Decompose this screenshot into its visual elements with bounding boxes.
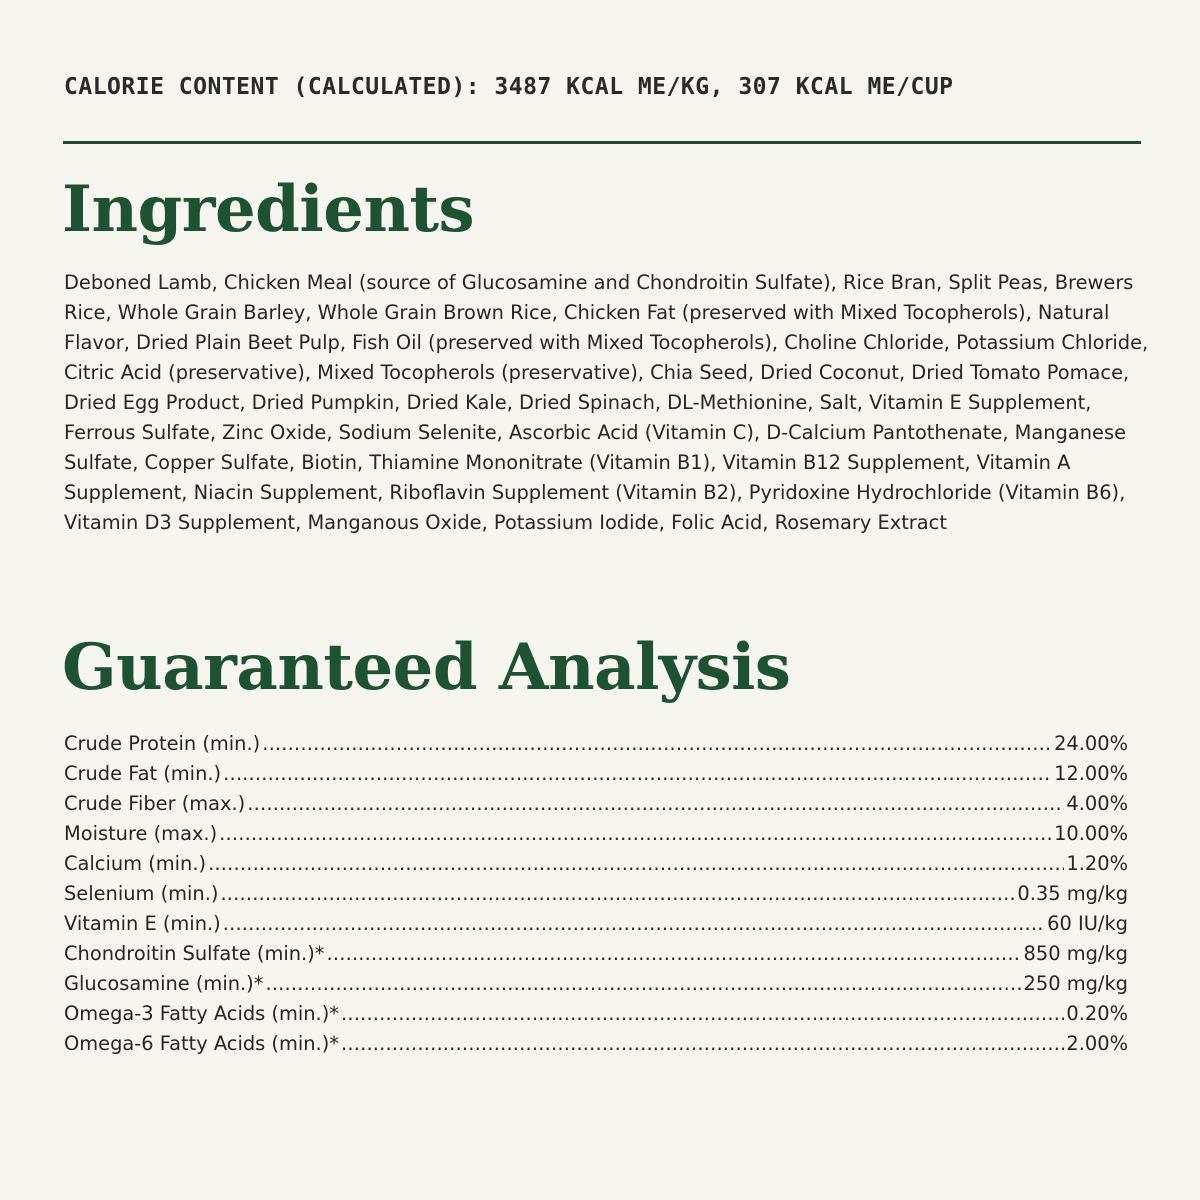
analysis-value: 10.00% xyxy=(1054,822,1128,845)
analysis-label: Chondroitin Sulfate (min.)* xyxy=(64,942,325,965)
dot-leader xyxy=(219,819,1052,849)
dot-leader xyxy=(265,969,1021,999)
dot-leader xyxy=(341,1029,1064,1059)
dot-leader xyxy=(262,729,1052,759)
analysis-row xyxy=(64,909,1128,939)
dot-leader xyxy=(326,939,1021,969)
analysis-value: 0.20% xyxy=(1066,1002,1128,1025)
calorie-content: CALORIE CONTENT (CALCULATED): 3487 KCAL ME/KG, 307 KCAL ME/CUP xyxy=(64,74,954,100)
analysis-value: 2.00% xyxy=(1066,1032,1128,1055)
ingredients-heading: Ingredients xyxy=(62,172,475,247)
analysis-value: 250 mg/kg xyxy=(1023,972,1128,995)
analysis-row xyxy=(64,789,1128,819)
dot-leader xyxy=(220,879,1015,909)
analysis-row xyxy=(64,819,1128,849)
analysis-value: 850 mg/kg xyxy=(1023,942,1128,965)
guaranteed-analysis-heading: Guaranteed Analysis xyxy=(62,630,791,705)
dot-leader xyxy=(341,999,1064,1029)
analysis-label: Glucosamine (min.)* xyxy=(64,972,264,995)
analysis-label: Selenium (min.) xyxy=(64,882,219,905)
analysis-row xyxy=(64,849,1128,879)
analysis-value: 1.20% xyxy=(1066,852,1128,875)
dot-leader xyxy=(247,789,1064,819)
analysis-row xyxy=(64,729,1128,759)
analysis-label: Vitamin E (min.) xyxy=(64,912,221,935)
analysis-value: 4.00% xyxy=(1066,792,1128,815)
analysis-value: 12.00% xyxy=(1054,762,1128,785)
analysis-label: Calcium (min.) xyxy=(64,852,207,875)
analysis-label: Omega-3 Fatty Acids (min.)* xyxy=(64,1002,339,1025)
analysis-label: Moisture (max.) xyxy=(64,822,218,845)
ingredients-list: Deboned Lamb, Chicken Meal (source of Glucosamine and Chondroitin Sulfate), Rice Bran, Split Peas, Brewers Rice, Whole Grain Barley, Whole Grain Brown Rice, Chicken Fat (preserved with Mixed Tocopherols), Natural Flavor, Dried Plain Beet Pulp, Fish Oil (preserved with Mixed Tocopherols), Choline Chloride, Potassium Chloride, Citric Acid (preservative), Mixed Tocopherols (preservative), Chia Seed, Dried Coconut, Dried Tomato Pomace, Dried Egg Product, Dried Pumpkin, Dried Kale, Dried Spinach, DL-Methionine, Salt, Vitamin E Supplement, Ferrous Sulfate, Zinc Oxide, Sodium Selenite, Ascorbic Acid (Vitamin C), D-Calcium Pantothenate, Manganese Sulfate, Copper Sulfate, Biotin, Thiamine Mononitrate (Vitamin B1), Vitamin B12 Supplement, Vitamin A Supplement, Niacin Supplement, Riboflavin Supplement (Vitamin B2), Pyridoxine Hydrochloride (Vitamin B6), Vitamin D3 Supplement, Manganous Oxide, Potassium Iodide, Folic Acid, Rosemary Extract xyxy=(64,271,1149,534)
analysis-label: Crude Protein (min.) xyxy=(64,732,261,755)
analysis-row xyxy=(64,939,1128,969)
guaranteed-analysis-table xyxy=(64,729,1128,1059)
dot-leader xyxy=(223,759,1052,789)
dot-leader xyxy=(223,909,1045,939)
analysis-row xyxy=(64,999,1128,1029)
analysis-label: Crude Fiber (max.) xyxy=(64,792,246,815)
analysis-row xyxy=(64,879,1128,909)
analysis-value: 0.35 mg/kg xyxy=(1017,882,1128,905)
analysis-row xyxy=(64,969,1128,999)
analysis-row xyxy=(64,759,1128,789)
analysis-value: 24.00% xyxy=(1054,732,1128,755)
analysis-label: Omega-6 Fatty Acids (min.)* xyxy=(64,1032,339,1055)
divider-rule xyxy=(63,141,1141,144)
analysis-label: Crude Fat (min.) xyxy=(64,762,222,785)
analysis-value: 60 IU/kg xyxy=(1047,912,1128,935)
analysis-row xyxy=(64,1029,1128,1059)
dot-leader xyxy=(208,849,1064,879)
